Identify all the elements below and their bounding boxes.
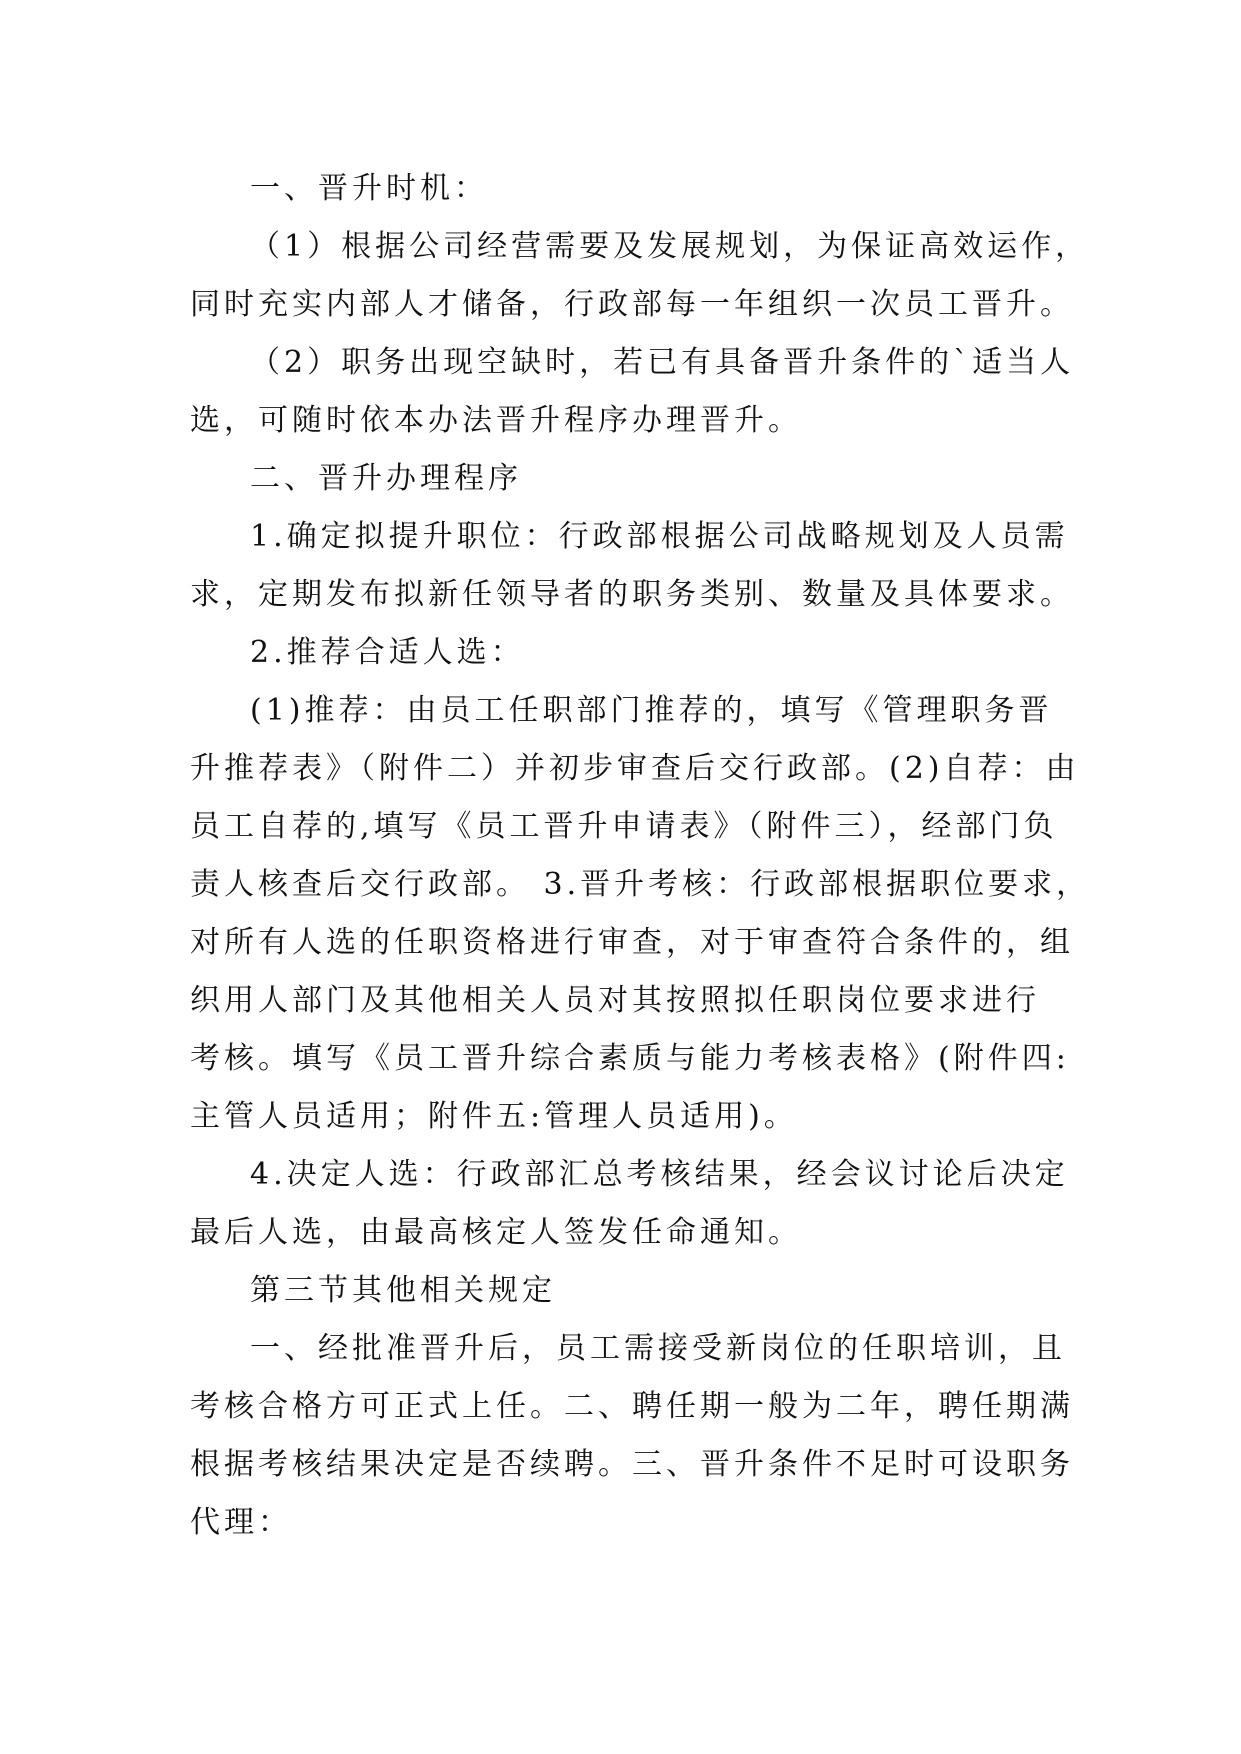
paragraph-line: 4.决定人选：行政部汇总考核结果，经会议讨论后决定: [250, 1157, 1069, 1192]
paragraph-line: 最后人选，由最高核定人签发任命通知。: [190, 1215, 802, 1250]
paragraph-line: 1.确定拟提升职位：行政部根据公司战略规划及人员需: [250, 519, 1069, 554]
paragraph-line: 2.推荐合适人选：: [250, 635, 525, 670]
paragraph-line: 代理：: [190, 1505, 292, 1540]
section-heading-promotion-procedure: 二、晋升办理程序: [250, 461, 522, 496]
paragraph-line: （2）职务出现空缺时，若已有具备晋升条件的`适当人: [250, 345, 1075, 380]
paragraph-line: 员工自荐的,填写《员工晋升申请表》（附件三），经部门负: [190, 809, 1058, 844]
document-body: [190, 160, 1091, 1552]
paragraph-line: 求，定期发布拟新任领导者的职务类别、数量及具体要求。: [190, 577, 1074, 612]
section-heading-other-rules: 第三节其他相关规定: [250, 1273, 556, 1308]
paragraph-line: (1)推荐：由员工任职部门推荐的，填写《管理职务晋: [250, 693, 1053, 728]
paragraph-line: 同时充实内部人才储备，行政部每一年组织一次员工晋升。: [190, 287, 1074, 322]
section-heading-promotion-timing: 一、晋升时机：: [250, 171, 488, 206]
paragraph-line: 一、经批准晋升后，员工需接受新岗位的任职培训，且: [250, 1331, 1066, 1366]
paragraph-line: 根据考核结果决定是否续聘。三、晋升条件不足时可设职务: [190, 1447, 1074, 1482]
paragraph-line: 考核合格方可正式上任。二、聘任期一般为二年，聘任期满: [190, 1389, 1074, 1424]
paragraph-line: 责人核查后交行政部。 3.晋升考核：行政部根据职位要求，: [190, 867, 1091, 902]
paragraph-line: 升推荐表》（附件二）并初步审查后交行政部。(2)自荐：由: [190, 751, 1080, 786]
paragraph-line: （1）根据公司经营需要及发展规划，为保证高效运作，: [250, 229, 1090, 264]
paragraph-line: 主管人员适用；附件五:管理人员适用)。: [190, 1099, 798, 1134]
paragraph-line: 织用人部门及其他相关人员对其按照拟任职岗位要求进行: [190, 983, 1040, 1018]
paragraph-line: 对所有人选的任职资格进行审查，对于审查符合条件的，组: [190, 925, 1074, 960]
paragraph-line: 选，可随时依本办法晋升程序办理晋升。: [190, 403, 802, 438]
paragraph-line: 考核。填写《员工晋升综合素质与能力考核表格》(附件四:: [190, 1041, 1070, 1076]
